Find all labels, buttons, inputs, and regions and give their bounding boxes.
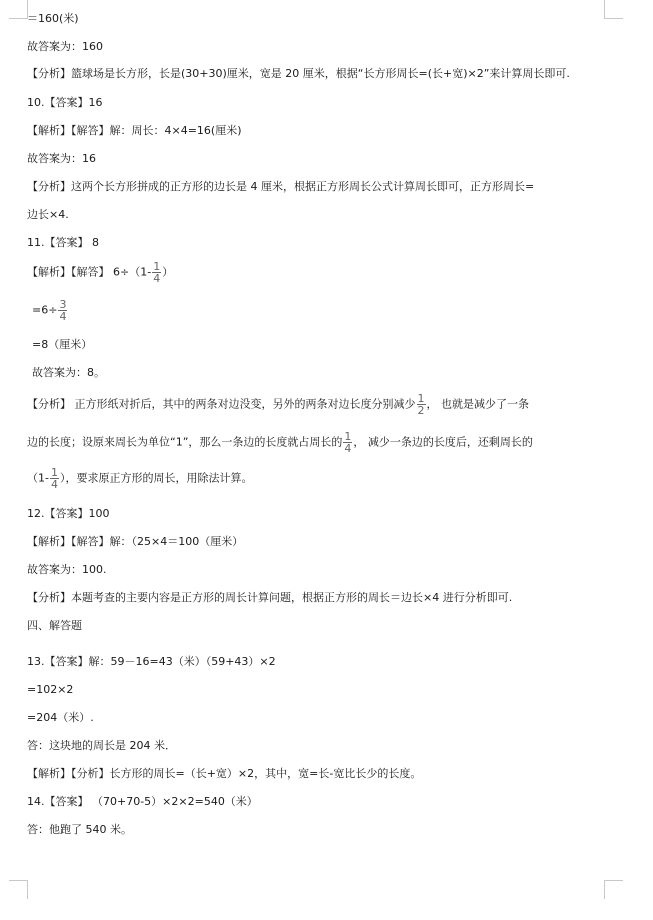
- text-segment: 【分析】 正方形纸对折后，其中的两条对边没变，另外的两条对边长度分别减少: [27, 397, 416, 411]
- fraction-numerator: 1: [344, 430, 352, 443]
- fraction-denominator: 4: [344, 442, 352, 455]
- fraction-denominator: 4: [153, 272, 161, 285]
- text-segment: （1-: [27, 471, 49, 485]
- analysis-line: 【解析】【分析】长方形的周长=（长+宽）×2，其中，宽=长-宽比长少的长度。: [27, 767, 422, 780]
- analysis-line-with-fraction: [27, 467, 252, 490]
- answer-heading-12: 12.【答案】100: [27, 507, 110, 520]
- fraction-numerator: 1: [153, 260, 161, 273]
- answer-heading-11: 11.【答案】 8: [27, 236, 99, 249]
- solution-line: 【解析】【解答】解：（25×4＝100（厘米）: [27, 535, 244, 548]
- fraction-numerator: 3: [59, 298, 67, 311]
- solution-line: 【解析】【解答】解：周长：4×4=16(厘米): [27, 124, 242, 137]
- text-segment: ， 减少一条边的长度后，还剩周长的: [353, 435, 533, 449]
- text-segment: ），要求原正方形的周长，用除法计算。: [59, 471, 253, 485]
- analysis-line: 【分析】篮球场是长方形，长是(30+30)厘米，宽是 20 厘米，根据“长方形周长=(长+宽)×2”来计算周长即可.: [27, 67, 570, 80]
- text-line: 答：这块地的周长是 204 米．: [27, 739, 176, 752]
- answer-heading-13: 13.【答案】解：59－16=43（米）（59+43）×2: [27, 655, 276, 668]
- equation-line: =8（厘米）: [32, 338, 93, 351]
- fraction: [152, 261, 161, 284]
- analysis-line-with-fraction: [27, 393, 529, 416]
- fraction-denominator: 2: [417, 404, 425, 417]
- corner-mark-top-right: [604, 0, 623, 19]
- fraction-denominator: 4: [59, 310, 67, 323]
- corner-mark-top-left: [9, 0, 28, 19]
- fraction-numerator: 1: [50, 466, 58, 479]
- text-line: 故答案为：16: [27, 152, 96, 165]
- solution-line-with-fraction: [27, 261, 173, 284]
- fraction: [343, 431, 352, 454]
- text-line: 故答案为：100.: [27, 563, 107, 576]
- section-heading: 四、解答题: [27, 619, 82, 632]
- equation-line: =204（米）.: [27, 711, 94, 724]
- text-segment: ， 也就是减少了一条: [426, 397, 529, 411]
- text-line: 故答案为：8。: [32, 366, 105, 379]
- fraction-denominator: 4: [50, 478, 58, 491]
- fraction: [50, 467, 59, 490]
- answer-heading-10: 10.【答案】16: [27, 96, 103, 109]
- fraction: [58, 299, 67, 322]
- text-segment: 边的长度；设原来周长为单位“1”，那么一条边的长度就占周长的: [27, 435, 343, 449]
- text-segment: =6÷: [32, 303, 58, 317]
- answer-heading-14: 14.【答案】 （70+70-5）×2×2=540（米）: [27, 795, 258, 808]
- corner-mark-bottom-left: [9, 880, 28, 899]
- analysis-line: 【分析】这两个长方形拼成的正方形的边长是 4 厘米，根据正方形周长公式计算周长即可，正方形周长=: [27, 180, 535, 193]
- equation-line-with-fraction: [32, 299, 68, 322]
- corner-mark-bottom-right: [604, 880, 623, 899]
- text-line: 边长×4.: [27, 208, 69, 221]
- analysis-line-with-fraction: [27, 431, 533, 454]
- text-line: 答：他跑了 540 米。: [27, 823, 132, 836]
- fraction-numerator: 1: [417, 392, 425, 405]
- equation-line: =102×2: [27, 683, 74, 696]
- analysis-line: 【分析】本题考查的主要内容是正方形的周长计算问题，根据正方形的周长＝边长×4 进行分析即可.: [27, 591, 513, 604]
- text-line: 故答案为：160: [27, 40, 103, 53]
- text-segment: ）: [162, 265, 174, 279]
- text-line: ＝160(米): [27, 12, 79, 25]
- fraction: [417, 393, 426, 416]
- text-segment: 【解析】【解答】 6÷（1-: [27, 265, 152, 279]
